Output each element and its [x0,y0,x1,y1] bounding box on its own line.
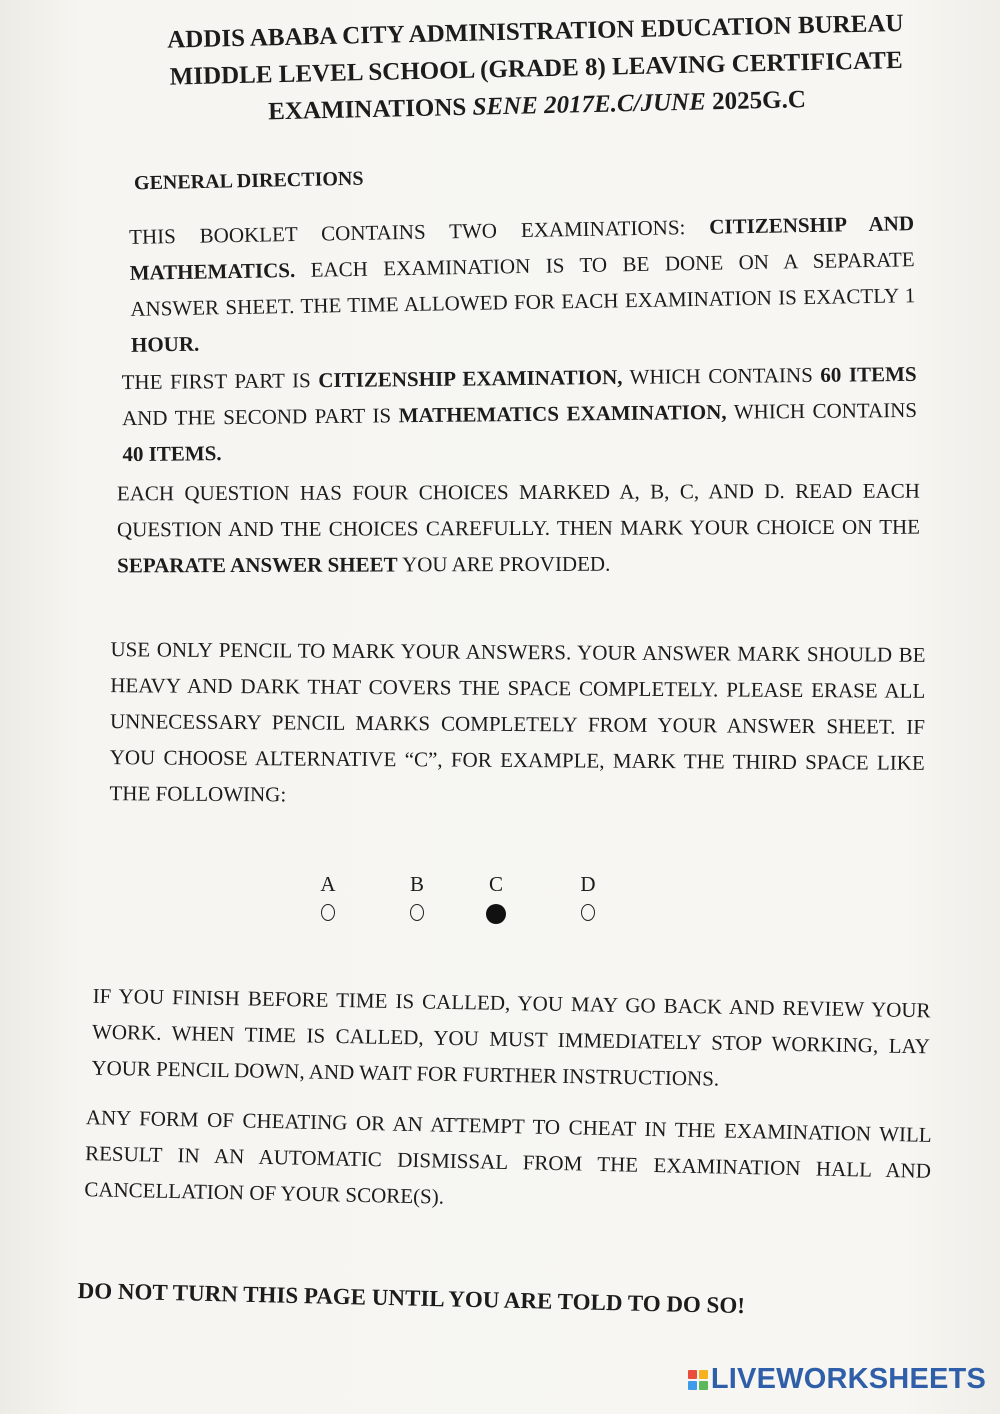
directions-paragraph-1 [129,205,916,363]
p1-text-2: EACH EXAMINATION IS TO BE DONE ON A SEPARATE ANSWER SHEET. THE TIME ALLOWED FOR EACH EXAMINATION IS EXACTLY 1 [130,247,916,321]
directions-paragraph-3 [117,473,920,584]
exam-header [150,5,922,133]
directions-title: GENERAL DIRECTIONS [133,167,364,195]
p2-text-2: WHICH CONTAINS [622,362,821,389]
header-line-3-a: EXAMINATIONS [267,93,473,126]
choice-a [308,872,348,926]
choice-label-b: B [409,872,424,896]
header-line-2: MIDDLE LEVEL SCHOOL (GRADE 8) LEAVING CERTIFICATE [169,46,903,91]
choice-b [397,872,437,926]
liveworksheets-logo[interactable] [688,1363,986,1396]
bubble-filled-icon [486,904,506,924]
p2-bold-4: 40 ITEMS. [122,441,222,467]
choice-label-c: C [488,872,503,896]
directions-paragraph-6: ANY FORM OF CHEATING OR AN ATTEMPT TO CHEAT IN THE EXAMINATION WILL RESULT IN AN AUTOMATIC DISMISSAL FROM THE EXAMINATION HALL AND CANCELLATION OF YOUR SCORE(S). [84,1105,932,1209]
p2-text-3: AND THE SECOND PART IS [121,403,399,431]
choice-c [476,872,516,929]
choice-label-d: D [580,872,596,896]
header-exam-date: SENE 2017E.C/JUNE [472,88,707,121]
directions-paragraph-4: USE ONLY PENCIL TO MARK YOUR ANSWERS. YOUR ANSWER MARK SHOULD BE HEAVY AND DARK THAT COVERS THE SPACE COMPLETELY. PLEASE ERASE ALL UNNECESSARY PENCIL MARKS COMPLETELY FROM YOUR ANSWER SHEET. IF YOU CHOOSE ALTERNATIVE “C”, FOR EXAMPLE, MARK THE THIRD SPACE LIKE THE FOLLOWING: [109,637,926,807]
directions-paragraph-2 [121,356,917,472]
p1-bold-2: HOUR. [130,331,200,357]
answer-example [300,872,620,952]
p1-text-1: THIS BOOKLET CONTAINS TWO EXAMINATIONS: [128,214,710,249]
header-line-1: ADDIS ABABA CITY ADMINISTRATION EDUCATION BUREAU [166,9,904,54]
bubble-empty-icon [321,904,335,921]
p2-text-1: THE FIRST PART IS [121,368,319,395]
p2-text-4: WHICH CONTAINS [726,397,918,424]
final-warning: DO NOT TURN THIS PAGE UNTIL YOU ARE TOLD TO DO SO! [77,1278,746,1319]
p2-bold-2: 60 ITEMS [820,361,917,387]
header-line-3-c: 2025G.C [705,86,807,116]
p1-bold-1: CITIZENSHIP AND MATHEMATICS. [129,211,915,285]
directions-paragraph-5: IF YOU FINISH BEFORE TIME IS CALLED, YOU MAY GO BACK AND REVIEW YOUR WORK. WHEN TIME IS CALLED, YOU MUST IMMEDIATELY STOP WORKING, LAY YOUR PENCIL DOWN, AND WAIT FOR FURTHER INSTRUCTIONS. [91,983,931,1091]
liveworksheets-text: LIVEWORKSHEETS [710,1363,986,1395]
p2-bold-3: MATHEMATICS EXAMINATION, [398,399,727,428]
liveworksheets-grid-icon [688,1370,708,1390]
bubble-empty-icon [581,904,595,921]
choice-d [568,872,608,926]
p3-text-2: YOU ARE PROVIDED. [397,551,611,577]
choice-label-a: A [320,872,336,896]
bubble-empty-icon [410,904,424,921]
p3-text-1: EACH QUESTION HAS FOUR CHOICES MARKED A, B, C, AND D. READ EACH QUESTION AND THE CHOICES CAREFULLY. THEN MARK YOUR CHOICE ON THE [116,478,921,542]
p2-bold-1: CITIZENSHIP EXAMINATION, [318,364,623,393]
p3-bold-1: SEPARATE ANSWER SHEET [117,552,398,578]
